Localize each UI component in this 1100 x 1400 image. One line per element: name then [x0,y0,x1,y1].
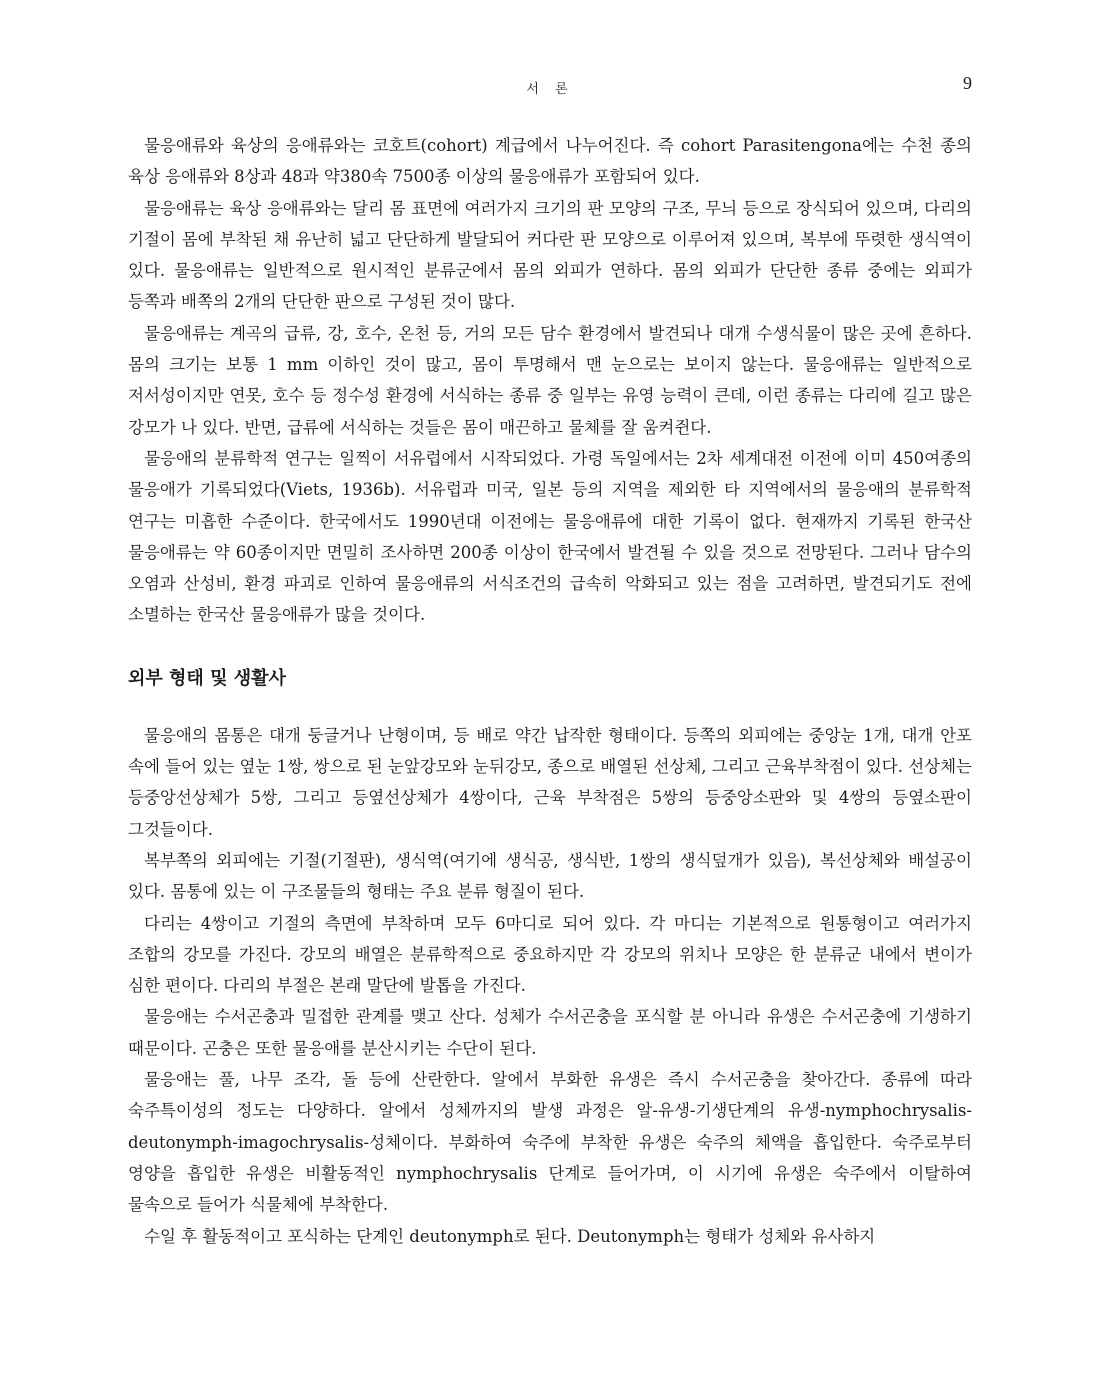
section-paragraph-6: 수일 후 활동적이고 포식하는 단계인 deutonymph로 된다. Deutonymph는 형태가 성체와 유사하지 [144,1226,876,1246]
page-number: 9 [963,73,972,93]
intro-paragraph-3: 물응애류는 계곡의 급류, 강, 호수, 온천 등, 거의 모든 담수 환경에서 발견되나 대개 수생식물이 많은 곳에 흔하다. 몸의 크기는 보통 1 mm 이하인 것이 많고, 몸이 투명해서 맨 눈으로는 보이지 않는다. 물응애류는 일반적으로 저서성이지만 연못, 호수 등 정수성 환경에 서식하는 종류 중 일부는 유영 능력이 큰데, 이런 종류는 다리에 길고 많은 강모가 나 있다. 반면, 급류에 서식하는 것들은 몸이 매끈하고 물체를 잘 움켜쥔다. [128,323,972,437]
intro-paragraph-2: 물응애류는 육상 응애류와는 달리 몸 표면에 여러가지 크기의 판 모양의 구조, 무늬 등으로 장식되어 있으며, 다리의 기절이 몸에 부착된 채 유난히 넓고 단단하게 발달되어 커다란 판 모양으로 이루어져 있으며, 복부에 뚜렷한 생식역이 있다. 물응애류는 일반적으로 원시적인 분류군에서 몸의 외피가 연하다. 몸의 외피가 단단한 종류 중에는 외피가 등쪽과 배쪽의 2개의 단단한 판으로 구성된 것이 많다. [128,198,972,312]
intro-paragraph-4: 물응애의 분류학적 연구는 일찍이 서유럽에서 시작되었다. 가령 독일에서는 2차 세계대전 이전에 이미 450여종의 물응애가 기록되었다(Viets, 1936b). 서유럽과 미국, 일본 등의 지역을 제외한 타 지역에서의 물응애의 분류학적 연구는 미흡한 수준이다. 한국에서도 1990년대 이전에는 물응애류에 대한 기록이 없다. 현재까지 기록된 한국산 물응애류는 약 60종이지만 면밀히 조사하면 200종 이상이 한국에서 발견될 수 있을 것으로 전망된다. 그러나 담수의 오염과 산성비, 환경 파괴로 인하여 물응애류의 서식조건의 급속히 악화되고 있는 점을 고려하면, 발견되기도 전에 소멸하는 한국산 물응애류가 많을 것이다. [128,448,972,625]
section-paragraph-1: 물응애의 몸통은 대개 둥글거나 난형이며, 등 배로 약간 납작한 형태이다. 등쪽의 외피에는 중앙눈 1개, 대개 안포 속에 들어 있는 옆눈 1쌍, 쌍으로 된 눈앞강모와 눈뒤강모, 종으로 배열된 선상체, 그리고 근육부착점이 있다. 선상체는 등중앙선상체가 5쌍, 그리고 등옆선상체가 4쌍이다, 근육 부착점은 5쌍의 등중앙소판와 및 4쌍의 등옆소판이 그것들이다. [128,725,972,839]
section-paragraph-3: 다리는 4쌍이고 기절의 측면에 부착하며 모두 6마디로 되어 있다. 각 마디는 기본적으로 원통형이고 여러가지 조합의 강모를 가진다. 강모의 배열은 분류학적으로 중요하지만 각 강모의 위치나 모양은 한 분류군 내에서 변이가 심한 편이다. 다리의 부절은 본래 말단에 발톱을 가진다. [128,913,972,996]
section-paragraph-2: 복부쪽의 외피에는 기절(기절판), 생식역(여기에 생식공, 생식반, 1쌍의 생식덮개가 있음), 복선상체와 배설공이 있다. 몸통에 있는 이 구조물들의 형태는 주요 분류 형질이 된다. [128,850,972,902]
section-spacer [128,631,972,655]
section-heading: 외부 형태 및 생활사 [128,667,286,689]
intro-paragraph-1: 물응애류와 육상의 응애류와는 코호트(cohort) 계급에서 나누어진다. 즉 cohort Parasitengona에는 수천 종의 육상 응애류와 8상과 48과 약380속 7500종 이상의 물응애류가 포함되어 있다. [128,136,972,187]
section-paragraph-5: 물응애는 풀, 나무 조각, 돌 등에 산란한다. 알에서 부화한 유생은 즉시 수서곤충을 찾아간다. 종류에 따라 숙주특이성의 정도는 다양하다. 알에서 성체까지의 발생 과정은 알-유생-기생단계의 유생-nymphochrysalis-deutonymph-imagochrysalis-성체이다. 부화하여 숙주에 부착한 유생은 숙주의 체액을 흡입한다. 숙주로부터 영양을 흡입한 유생은 비활동적인 nymphochrysalis 단계로 들어가며, 이 시기에 유생은 숙주에서 이탈하여 물속으로 들어가 식물체에 부착한다. [128,1070,972,1215]
page-body [128,130,972,1252]
section-paragraph-4: 물응애는 수서곤충과 밀접한 관계를 맺고 산다. 성체가 수서곤충을 포식할 분 아니라 유생은 수서곤충에 기생하기 때문이다. 곤충은 또한 물응애를 분산시키는 수단이 된다. [128,1007,972,1058]
heading-spacer [128,703,972,720]
running-head: 서 론 [526,82,574,97]
